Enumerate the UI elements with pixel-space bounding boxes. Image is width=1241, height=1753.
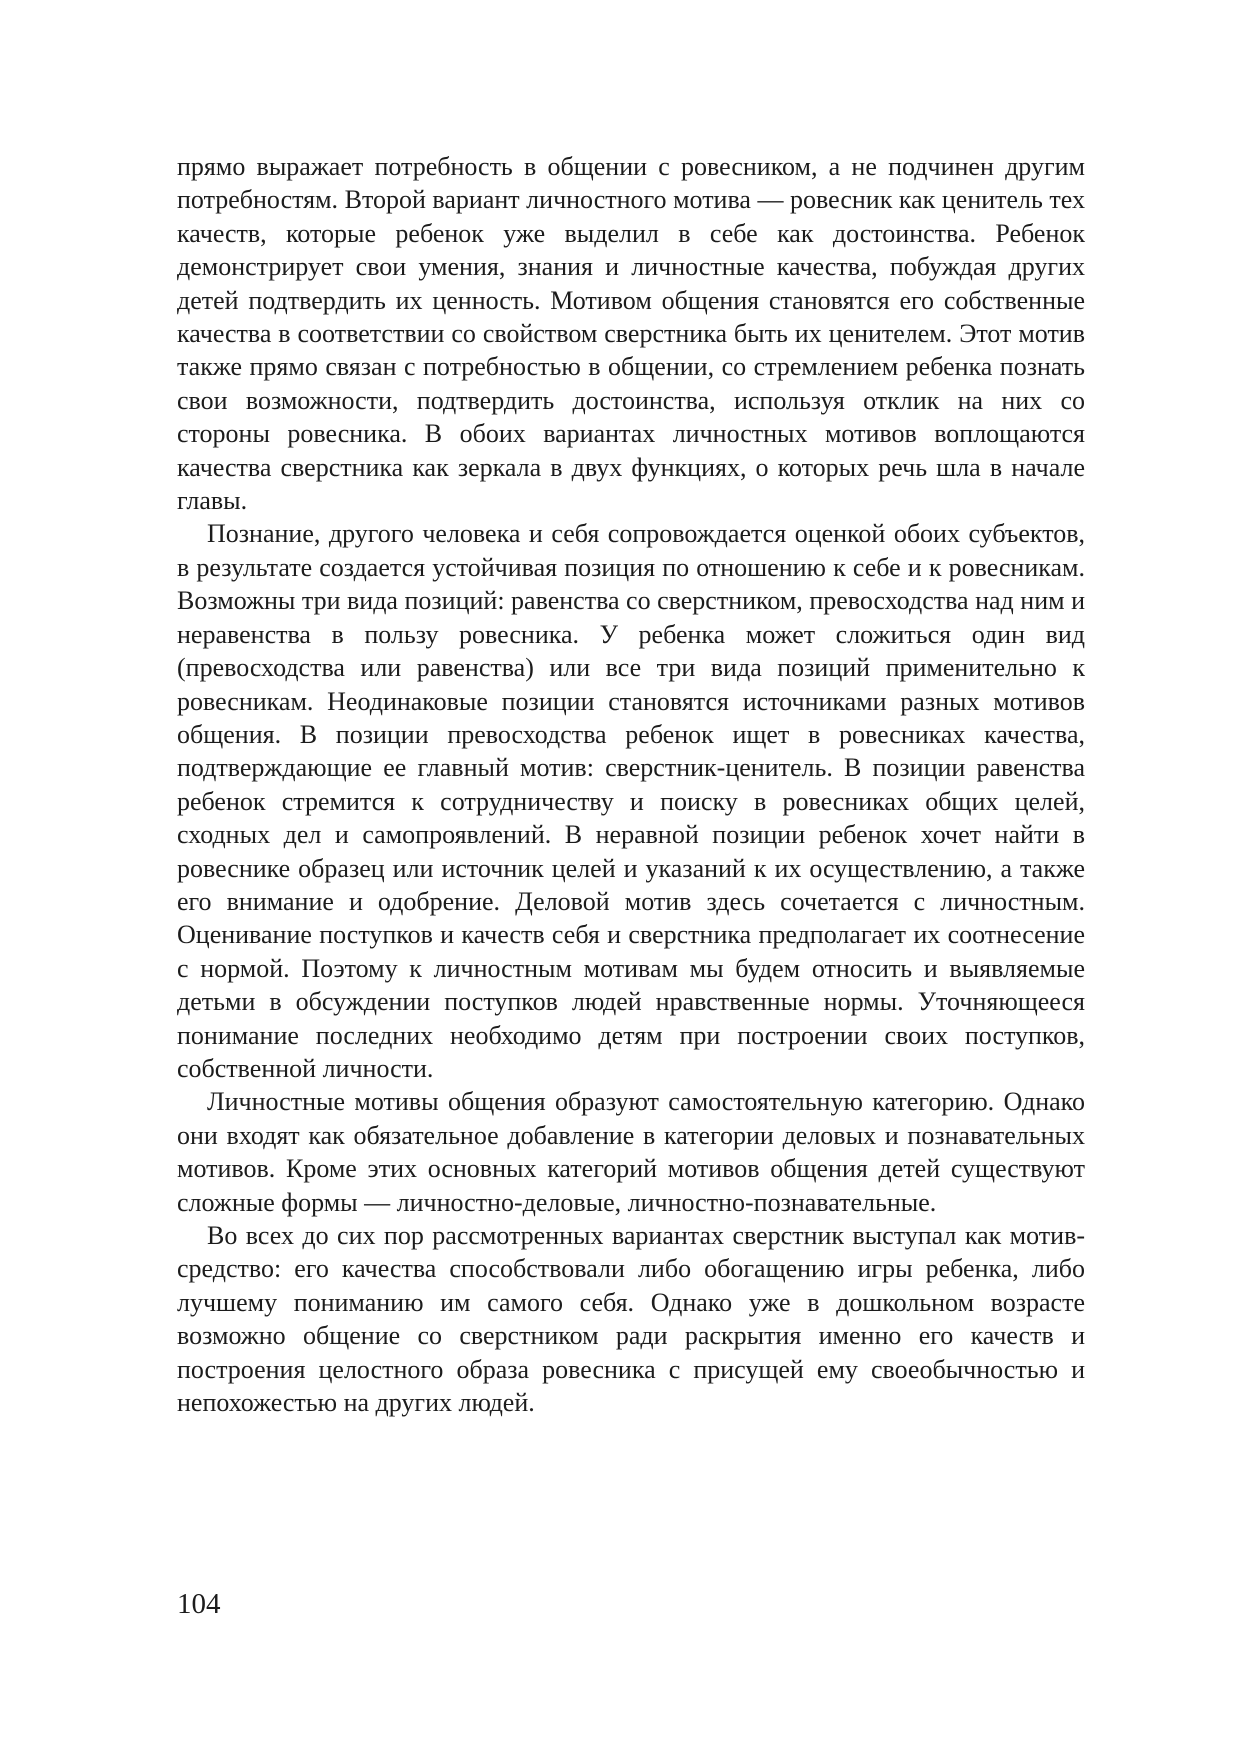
paragraph-peer-as-motive: Во всех до сих пор рассмотренных вариантах сверстник выступал как мотив-средство: его качества способствовали либо обогащению игры ребенка, либо лучшему пониманию им самого себя. Однако уже в дошкольном возрасте возможно общение со сверстником ради раскрытия именно его качеств и построения целостного образа ровесника с присущей ему своеобычностью и непохожестью на других людей. bbox=[177, 1221, 1085, 1418]
paragraph-continuation: прямо выражает потребность в общении с ровесником, а не подчинен другим потребностям. Второй вариант личностного мотива — ровесник как ценитель тех качеств, которые ребенок уже выделил в себе как достоинства. Ребенок демонстрирует свои умения, знания и личностные качества, побуждая других детей подтвердить их ценность. Мотивом общения становятся его собственные качества в соответствии со свойством сверстника быть их ценителем. Этот мотив также прямо связан с потребностью в общении, со стремлением ребенка познать свои возможности, подтвердить достоинства, используя отклик на них со стороны ровесника. В обоих вариантах личностных мотивов воплощаются качества сверстника как зеркала в двух функциях, о которых речь шла в начале главы. bbox=[177, 152, 1085, 516]
paragraph-positions: Познание, другого человека и себя сопровождается оценкой обоих субъектов, в результате создается устойчивая позиция по отношению к себе и к ровесникам. Возможны три вида позиций: равенства со сверстником, превосходства над ним и неравенства в пользу ровесника. У ребенка может сложиться один вид (превосходства или равенства) или все три вида позиций применительно к ровесникам. Неодинаковые позиции становятся источниками разных мотивов общения. В позиции превосходства ребенок ищет в ровесниках качества, подтверждающие ее главный мотив: сверстник-ценитель. В позиции равенства ребенок стремится к сотрудничеству и поиску в ровесниках общих целей, сходных дел и самопроявлений. В неравной позиции ребенок хочет найти в ровеснике образец или источник целей и указаний к их осуществлению, а также его внимание и одобрение. Деловой мотив здесь сочетается с личностным. Оценивание поступков и качеств себя и сверстника предполагает их соотнесение с нормой. Поэтому к личностным мотивам мы будем относить и выявляемые детьми в обсуждении поступков людей нравственные нормы. Уточняющееся понимание последних необходимо детям при построении своих поступков, собственной личности. bbox=[177, 519, 1085, 1083]
page-number: 104 bbox=[177, 1588, 221, 1620]
paragraph-personal-motives: Личностные мотивы общения образуют самостоятельную категорию. Однако они входят как обязательное добавление в категории деловых и познавательных мотивов. Кроме этих основных категорий мотивов общения детей существуют сложные формы — личностно-деловые, личностно-познавательные. bbox=[177, 1087, 1085, 1217]
page-body bbox=[177, 150, 1085, 1419]
